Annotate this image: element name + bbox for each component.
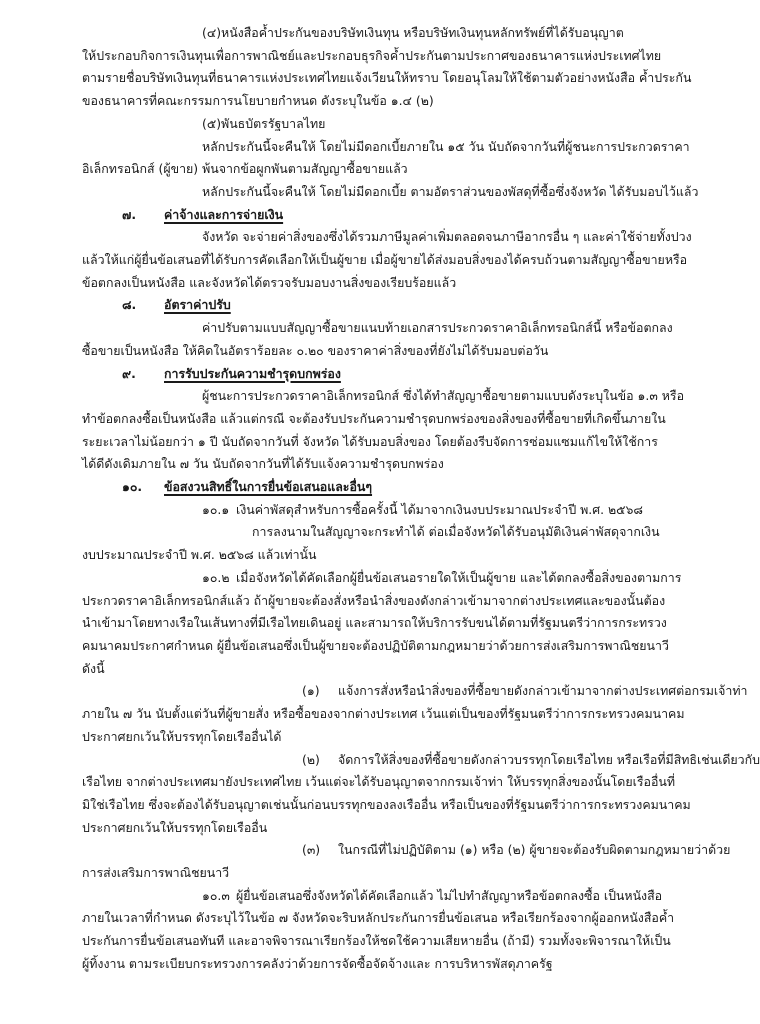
line-text: ข้อตกลงเป็นหนังสือ และจังหวัดได้ตรวจรับมอบงานสิ่งของเรียบร้อยแล้ว [82, 274, 457, 290]
text-line [82, 567, 682, 590]
line-text: ในกรณีที่ไม่ปฏิบัติตาม (๑) หรือ (๒) ผู้ขายจะต้องรับผิดตามกฎหมายว่าด้วย [338, 842, 731, 858]
line-text: หลักประกันนี้จะคืนให้ โดยไม่มีดอกเบี้ยภายใน ๑๕ วัน นับถัดจากวันที่ผู้ชนะการประกวดราคา [202, 138, 690, 154]
line-text: จังหวัด จะจ่ายค่าสิ่งของซึ่งได้รวมภาษีมูลค่าเพิ่มตลอดจนภาษีอากรอื่น ๆ และค่าใช้จ่ายทั้งปวง [202, 229, 692, 245]
line-text: แจ้งการสั่งหรือนำสิ่งของที่ซื้อขายดังกล่าวเข้ามาจากต่างประเทศต่อกรมเจ้าท่า [338, 683, 748, 699]
text-line [82, 181, 699, 204]
text-line [82, 794, 691, 817]
text-line [82, 953, 663, 976]
line-text: ประกาศยกเว้นให้บรรทุกโดยเรืออื่นได้ [82, 728, 282, 744]
text-line [82, 90, 663, 113]
text-line [82, 590, 666, 613]
item-number: (๒) [302, 751, 320, 767]
text-line [82, 453, 663, 476]
text-line [82, 67, 692, 90]
line-text: ผู้ชนะการประกวดราคาอิเล็กทรอนิกส์ ซึ่งได้ทำสัญญาซื้อขายตามแบบดังระบุในข้อ ๑.๓ หรือ [202, 388, 685, 404]
line-text: มิใช่เรือไทย ซึ่งจะต้องได้รับอนุญาตเช่นนั้นก่อนบรรทุกของลงเรืออื่น หรือเป็นของที่รัฐมนตรีว่าการกระทรวงคมนาคม [82, 796, 691, 812]
item-number: (๓) [302, 842, 321, 858]
line-text: นำเข้ามาโดยทางเรือในเส้นทางที่มีเรือไทยเดินอยู่ และสามารถให้บริการรับขนได้ตามที่รัฐมนตรีว่าการกระทรวง [82, 615, 667, 631]
line-text: ดังนี้ [82, 660, 105, 676]
text-line [82, 521, 663, 544]
line-text: ข้อสงวนสิทธิ์ในการยื่นข้อเสนอและอื่นๆ [164, 479, 373, 495]
line-text: เงินค่าพัสดุสำหรับการซื้อครั้งนี้ ได้มาจากเงินงบประมาณประจำปี พ.ศ. ๒๕๖๘ [236, 501, 643, 517]
line-text: ผู้ทิ้งงาน ตามระเบียบกระทรวงการคลังว่าด้วยการจัดซื้อจัดจ้างและ การบริหารพัสดุภาครัฐ [82, 955, 553, 971]
line-text: การลงนามในสัญญาจะกระทำได้ ต่อเมื่อจังหวัดได้รับอนุมัติเงินค่าพัสดุจากเงิน [252, 524, 660, 540]
text-line [82, 658, 663, 681]
text-line [82, 612, 667, 635]
line-text: คมนาคมประกาศกำหนด ผู้ยื่นข้อเสนอซึ่งเป็นผู้ขายจะต้องปฏิบัติตามกฎหมายว่าด้วยการส่งเสริมการพาณิชยนาวี [82, 637, 669, 653]
line-text: ประกวดราคาอิเล็กทรอนิกส์แล้ว ถ้าผู้ขายจะต้องสั่งหรือนำสิ่งของดังกล่าวเข้ามาจากต่างประเทศและของนั้นต้อง [82, 592, 666, 608]
line-text: พันธบัตรรัฐบาลไทย [221, 115, 326, 131]
item-number: (๑) [302, 683, 320, 699]
text-line [82, 907, 675, 930]
text-line [82, 340, 663, 363]
line-text: ตามรายชื่อบริษัทเงินทุนที่ธนาคารแห่งประเทศไทยแจ้งเวียนให้ทราบ โดยอนุโลมให้ใช้ตามตัวอย่างหนังสือ ค้ำประกัน [82, 70, 692, 86]
line-text: อัตราค่าปรับ [164, 297, 231, 313]
section-heading [82, 204, 663, 227]
item-number: (๔) [202, 25, 222, 40]
line-text: ประกันการยื่นข้อเสนอทันที และอาจพิจารณาเรียกร้องให้ชดใช้ความเสียหายอื่น (ถ้ามี) รวมทั้งจะพิจารณาให้เป็น [82, 933, 671, 949]
line-text: หนังสือค้ำประกันของบริษัทเงินทุน หรือบริษัทเงินทุนหลักทรัพย์ที่ได้รับอนุญาต [221, 25, 624, 40]
text-line [82, 431, 663, 454]
text-line [82, 703, 685, 726]
text-line [82, 136, 690, 159]
text-line [82, 771, 676, 794]
text-line [82, 385, 685, 408]
line-text: ซื้อขายเป็นหนังสือ ให้คิดในอัตราร้อยละ ๐.๒๐ ของราคาค่าสิ่งของที่ยังไม่ได้รับมอบต่อวัน [82, 342, 549, 358]
section-heading [82, 476, 663, 499]
text-line [82, 839, 731, 862]
item-number: ๑๐.๑ [202, 501, 230, 517]
line-text: ทำข้อตกลงซื้อเป็นหนังสือ แล้วแต่กรณี จะต้องรับประกันความชำรุดบกพร่องของสิ่งของที่ซื้อขายที่เกิดขึ้นภายใน [82, 410, 666, 426]
text-line [82, 226, 692, 249]
line-text: ภายใน ๗ วัน นับตั้งแต่วันที่ผู้ขายสั่ง หรือซื้อของจากต่างประเทศ เว้นแต่เป็นของที่รัฐมนตรีว่าการกระทรวงคมนาคม [82, 706, 685, 722]
line-text: เมื่อจังหวัดได้คัดเลือกผู้ยื่นข้อเสนอรายใดให้เป็นผู้ขาย และได้ตกลงซื้อสิ่งของตามการ [236, 569, 682, 585]
text-line [82, 635, 669, 658]
line-text: อิเล็กทรอนิกส์ (ผู้ขาย) พ้นจากข้อผูกพันตามสัญญาซื้อขายแล้ว [82, 161, 408, 177]
text-line [82, 817, 663, 840]
line-text: ภายในเวลาที่กำหนด ดังระบุไว้ในข้อ ๗ จังหวัดจะริบหลักประกันการยื่นข้อเสนอ หรือเรียกร้องจากผู้ออกหนังสือค้ำ [82, 910, 675, 926]
item-number: ๘. [122, 297, 137, 313]
text-line [82, 749, 760, 772]
item-number: ๑๐. [122, 479, 143, 495]
text-line [82, 22, 663, 45]
text-line [82, 408, 666, 431]
text-line [82, 499, 663, 522]
text-line [82, 272, 663, 295]
line-text: ค่าปรับตามแบบสัญญาซื้อขายแนบท้ายเอกสารประกวดราคาอิเล็กทรอนิกส์นี้ หรือข้อตกลง [202, 320, 673, 336]
line-text: ให้ประกอบกิจการเงินทุนเพื่อการพาณิชย์และประกอบธุรกิจค้ำประกันตามประกาศของธนาคารแห่งประเทศไทย [82, 47, 662, 63]
text-line [82, 680, 748, 703]
item-number: (๕) [202, 115, 222, 131]
line-text: แล้วให้แก่ผู้ยื่นข้อเสนอที่ได้รับการคัดเลือกให้เป็นผู้ขาย เมื่อผู้ขายได้ส่งมอบสิ่งของได้ครบถ้วนตามสัญญาซื้อขายหรือ [82, 252, 688, 268]
line-text: ได้ดีดังเดิมภายใน ๗ วัน นับถัดจากวันที่ได้รับแจ้งความชำรุดบกพร่อง [82, 456, 444, 472]
text-line [82, 726, 663, 749]
text-line [82, 113, 663, 136]
text-line [82, 317, 673, 340]
line-text: ระยะเวลาไม่น้อยกว่า ๑ ปี นับถัดจากวันที่ จังหวัด ได้รับมอบสิ่งของ โดยต้องรีบจัดการซ่อมแซมแก้ไขให้ใช้การ [82, 433, 658, 449]
line-text: เรือไทย จากต่างประเทศมายังประเทศไทย เว้นแต่จะได้รับอนุญาตจากกรมเจ้าท่า ให้บรรทุกสิ่งของนั้นโดยเรืออื่นที่ [82, 774, 676, 790]
line-text: ของธนาคารที่คณะกรรมการนโยบายกำหนด ดังระบุในข้อ ๑.๔ (๒) [82, 93, 434, 109]
text-line [82, 249, 688, 272]
section-heading [82, 294, 663, 317]
line-text: งบประมาณประจำปี พ.ศ. ๒๕๖๘ แล้วเท่านั้น [82, 547, 317, 563]
line-text: ผู้ยื่นข้อเสนอซึ่งจังหวัดได้คัดเลือกแล้ว ไม่ไปทำสัญญาหรือข้อตกลงซื้อ เป็นหนังสือ [236, 887, 663, 903]
item-number: ๗. [122, 206, 137, 222]
text-line [82, 885, 663, 908]
text-line [82, 158, 663, 181]
line-text: ประกาศยกเว้นให้บรรทุกโดยเรืออื่น [82, 819, 268, 835]
line-text: จัดการให้สิ่งของที่ซื้อขายดังกล่าวบรรทุกโดยเรือไทย หรือเรือที่มีสิทธิเช่นเดียวกับ [338, 751, 760, 767]
text-line [82, 45, 663, 68]
item-number: ๙. [122, 365, 136, 381]
line-text: ค่าจ้างและการจ่ายเงิน [164, 206, 284, 222]
item-number: ๑๐.๓ [202, 887, 230, 903]
section-heading [82, 363, 663, 386]
line-text: หลักประกันนี้จะคืนให้ โดยไม่มีดอกเบี้ย ตามอัตราส่วนของพัสดุที่ซื้อซึ่งจังหวัด ได้รับมอบไว้แล้ว [202, 183, 699, 199]
item-number: ๑๐.๒ [202, 569, 230, 585]
text-line [82, 930, 671, 953]
text-line [82, 862, 663, 885]
text-line [82, 544, 663, 567]
line-text: การรับประกันความชำรุดบกพร่อง [164, 365, 341, 381]
line-text: การส่งเสริมการพาณิชยนาวี [82, 865, 230, 881]
